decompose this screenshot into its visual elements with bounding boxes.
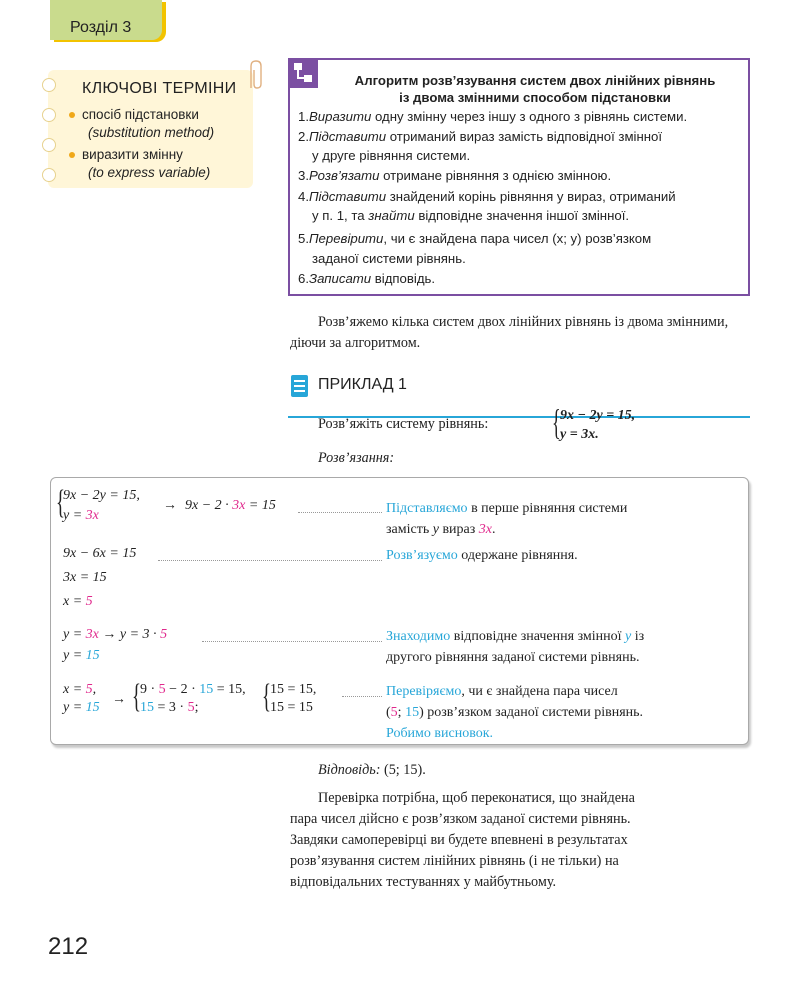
algorithm-step-cont: у друге рівняння системи. xyxy=(312,148,471,163)
task-eq2: y = 3x. xyxy=(560,427,599,442)
r4-result1: 15 = 15, xyxy=(270,682,317,697)
book-icon xyxy=(291,375,308,397)
system-brace: { xyxy=(262,678,271,715)
r4-check1: 9 · 5 − 2 · 15 = 15, xyxy=(140,682,246,697)
algorithm-title: Алгоритм розв’язування систем двох лінійних рівнянь із двома змінними способом підстановки xyxy=(354,73,716,105)
example-task: Розв’яжіть систему рівнянь: xyxy=(318,416,489,432)
r2-line2: 3x = 15 xyxy=(63,570,107,585)
key-term-item: спосіб підстановки (substitution method) xyxy=(82,106,214,142)
algorithm-step: 3.Розв’язати отримане рівняння з однією змінною. xyxy=(298,168,612,183)
r3-line2: y = 15 xyxy=(63,648,100,663)
key-term-item: виразити змінну (to express variable) xyxy=(82,146,210,182)
algorithm-step: 5.Перевірити, чи є знайдена пара чисел (x; y) розв’язком xyxy=(298,231,652,246)
closing-paragraph: Перевірка потрібна, щоб переконатися, що знайдена пара чисел дійсно є розв’язком заданої системи рівнянь. Завдяки самоперевірці ви будете впевнені в результатах розв’язування систем лінійних рівнянь (і не тільки) на відповідальних тестуваннях у майбутньому. xyxy=(290,790,635,890)
algorithm-step: 2.Підставити отриманий вираз замість відповідної змінної xyxy=(298,129,663,144)
algorithm-step-cont: заданої системи рівнянь. xyxy=(312,251,466,266)
r3-line1: y = 3x → y = 3 · 5 xyxy=(63,627,168,642)
arrow: → xyxy=(112,692,126,707)
dot-leader xyxy=(202,641,382,642)
chapter-label: Розділ 3 xyxy=(70,19,132,36)
algorithm-step: 1.Виразити одну змінну через іншу з одного з рівнянь системи. xyxy=(298,109,688,124)
intro-paragraph: Розв’яжемо кілька систем двох лінійних рівнянь із двома змінними, діючи за алгоритмом. xyxy=(290,314,729,351)
r2-line1: 9x − 6x = 15 xyxy=(63,546,137,561)
dot-leader xyxy=(342,696,382,697)
system-brace: { xyxy=(56,484,65,521)
algorithm-icon xyxy=(288,58,318,88)
solution-label: Розв’язання: xyxy=(318,450,395,466)
system-brace: { xyxy=(132,678,141,715)
algorithm-step: 6.Записати відповідь. xyxy=(298,271,436,286)
paperclip-icon xyxy=(245,58,267,99)
r1-substituted: 9x − 2 · 3x = 15 xyxy=(185,498,276,513)
answer: Відповідь: (5; 15). xyxy=(318,762,426,778)
r1-explanation: Підставляємо в перше рівняння системи замість y вираз 3x. xyxy=(386,501,628,537)
page-number: 212 xyxy=(48,933,89,960)
dot-leader xyxy=(298,512,382,513)
r4-x: x = 5, xyxy=(63,682,97,697)
r3-explanation: Знаходимо відповідне значення змінної y із другого рівняння заданої системи рівнянь. xyxy=(386,629,645,665)
example-title: ПРИКЛАД 1 xyxy=(318,376,407,393)
chapter-tab xyxy=(50,0,162,40)
r4-y: y = 15 xyxy=(63,700,100,715)
arrow: → xyxy=(163,498,177,513)
dot-leader xyxy=(158,560,382,561)
key-terms-title: КЛЮЧОВІ ТЕРМІНИ xyxy=(82,80,237,97)
system-brace: { xyxy=(552,402,561,442)
algorithm-step: 4.Підставити знайдений корінь рівняння у вираз, отриманий xyxy=(298,189,676,204)
r2-line3: x = 5 xyxy=(63,594,93,609)
r1-eq1: 9x − 2y = 15, xyxy=(63,488,140,503)
algorithm-step-cont: у п. 1, та знайти відповідне значення іншої змінної. xyxy=(312,208,630,223)
task-eq1: 9x − 2y = 15, xyxy=(560,408,636,423)
r4-explanation: Перевіряємо, чи є знайдена пара чисел (5; 15) розв’язком заданої системи рівнянь. Робимо висновок. xyxy=(386,684,644,741)
r4-result2: 15 = 15 xyxy=(270,700,313,715)
r4-check2: 15 = 3 · 5; xyxy=(140,700,199,715)
r2-explanation: Розв’язуємо одержане рівняння. xyxy=(386,548,578,563)
r1-eq2: y = 3x xyxy=(63,508,99,523)
